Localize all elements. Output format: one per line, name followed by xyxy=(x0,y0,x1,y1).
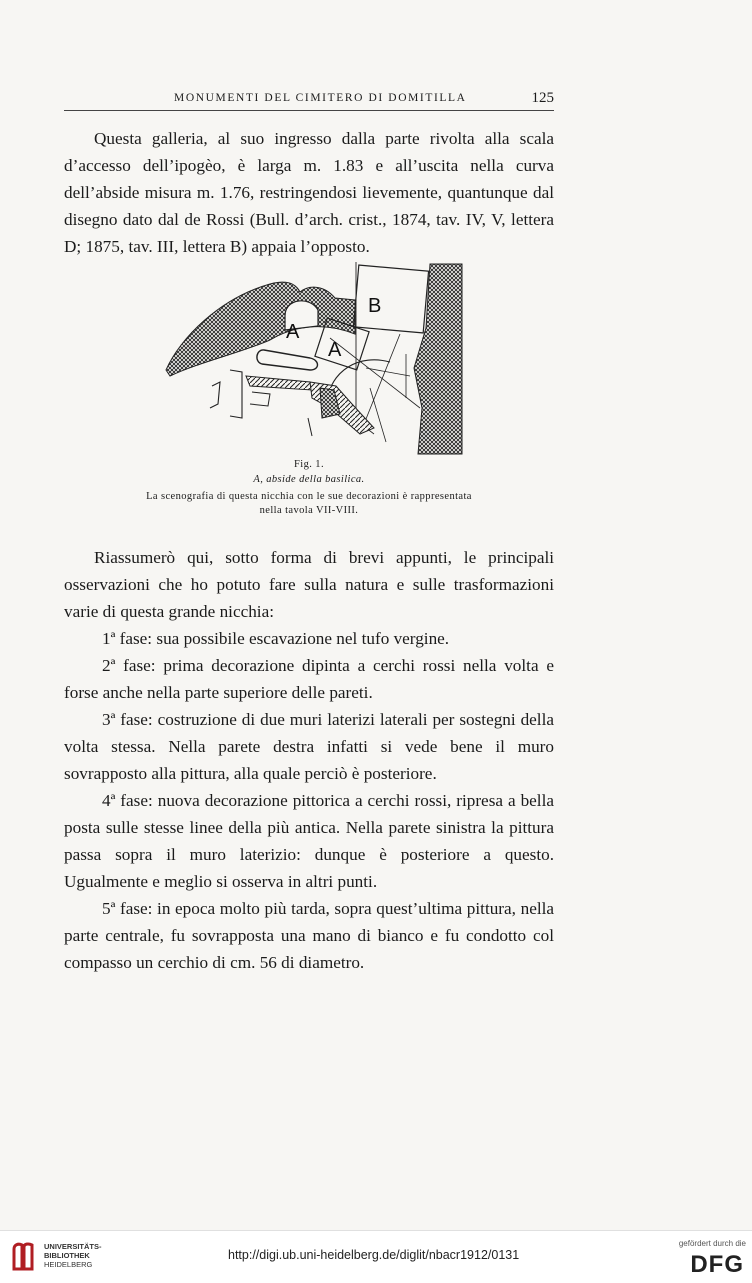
library-name-line2: BIBLIOTHEK xyxy=(44,1251,90,1260)
running-title: MONUMENTI DEL CIMITERO DI DOMITILLA xyxy=(174,92,467,104)
figure-note-line1: La scenografia di questa nicchia con le sue decorazioni è rappresentata xyxy=(146,491,472,502)
footer-bar xyxy=(0,1230,752,1283)
figure-number: Fig. 1. xyxy=(294,459,324,470)
funded-by-label: gefördert durch die xyxy=(678,1239,746,1248)
figure-label-b: B xyxy=(368,295,382,317)
paragraph-intro: Riassumerò qui, sotto forma di brevi appunti, le principali osservazioni che ho potuto fare sulla natura e sulle trasformazioni varie di questa grande nicchia: xyxy=(64,548,554,621)
figure-subtitle: A, abside della basilica. xyxy=(253,474,365,485)
phase-2: 2ª fase: prima decorazione dipinta a cerchi rossi nella volta e forse anche nella parte superiore delle pareti. xyxy=(64,656,554,702)
phase-5: 5ª fase: in epoca molto più tarda, sopra quest’ultima pittura, nella parte centrale, fu sovrapposta una mano di bianco e fu condotto col compasso un cerchio di cm. 56 di diametro. xyxy=(64,899,554,972)
phase-3: 3ª fase: costruzione di due muri laterizi laterali per sostegni della volta stessa. Nella parete destra infatti si vede bene il muro sovrapposto alla pittura, alla quale perciò è posteriore. xyxy=(64,710,554,783)
figure-label-a-right: A xyxy=(328,339,342,361)
library-name xyxy=(44,1242,102,1269)
figure-note-line2: nella tavola VII-VIII. xyxy=(259,505,359,516)
running-header xyxy=(64,90,554,111)
phase-4: 4ª fase: nuova decorazione pittorica a cerchi rossi, ripresa a bella posta sulle stesse linee della più antica. Nella parete sinistra la pittura passa sopra il muro laterizio: dunque è posteriore a questo. Ugualmente e meglio si osserva in altri punti. xyxy=(64,791,554,891)
figure-label-a-left: A xyxy=(286,321,300,343)
dfg-logo: DFG xyxy=(690,1251,744,1278)
figure-plan-drawing xyxy=(160,258,468,456)
paragraph-galleria: Questa galleria, al suo ingresso dalla parte rivolta alla scala d’accesso dell’ipogèo, è larga m. 1.83 e all’uscita nella curva dell’abside misura m. 1.76, restringendosi lievemente, quantunque dal disegno dato dal de Rossi (Bull. d’arch. crist., 1874, tav. IV, V, lettera D; 1875, tav. III, lettera B) appaia l’opposto. xyxy=(64,129,554,256)
library-logo-icon xyxy=(6,1239,42,1275)
library-name-line1: UNIVERSITÄTS- xyxy=(44,1242,102,1251)
permalink-url[interactable]: http://digi.ub.uni-heidelberg.de/diglit/nbacr1912/0131 xyxy=(228,1248,520,1262)
phase-1: 1ª fase: sua possibile escavazione nel tufo vergine. xyxy=(102,629,450,648)
page-number: 125 xyxy=(531,90,554,106)
library-name-line3: HEIDELBERG xyxy=(44,1260,93,1269)
